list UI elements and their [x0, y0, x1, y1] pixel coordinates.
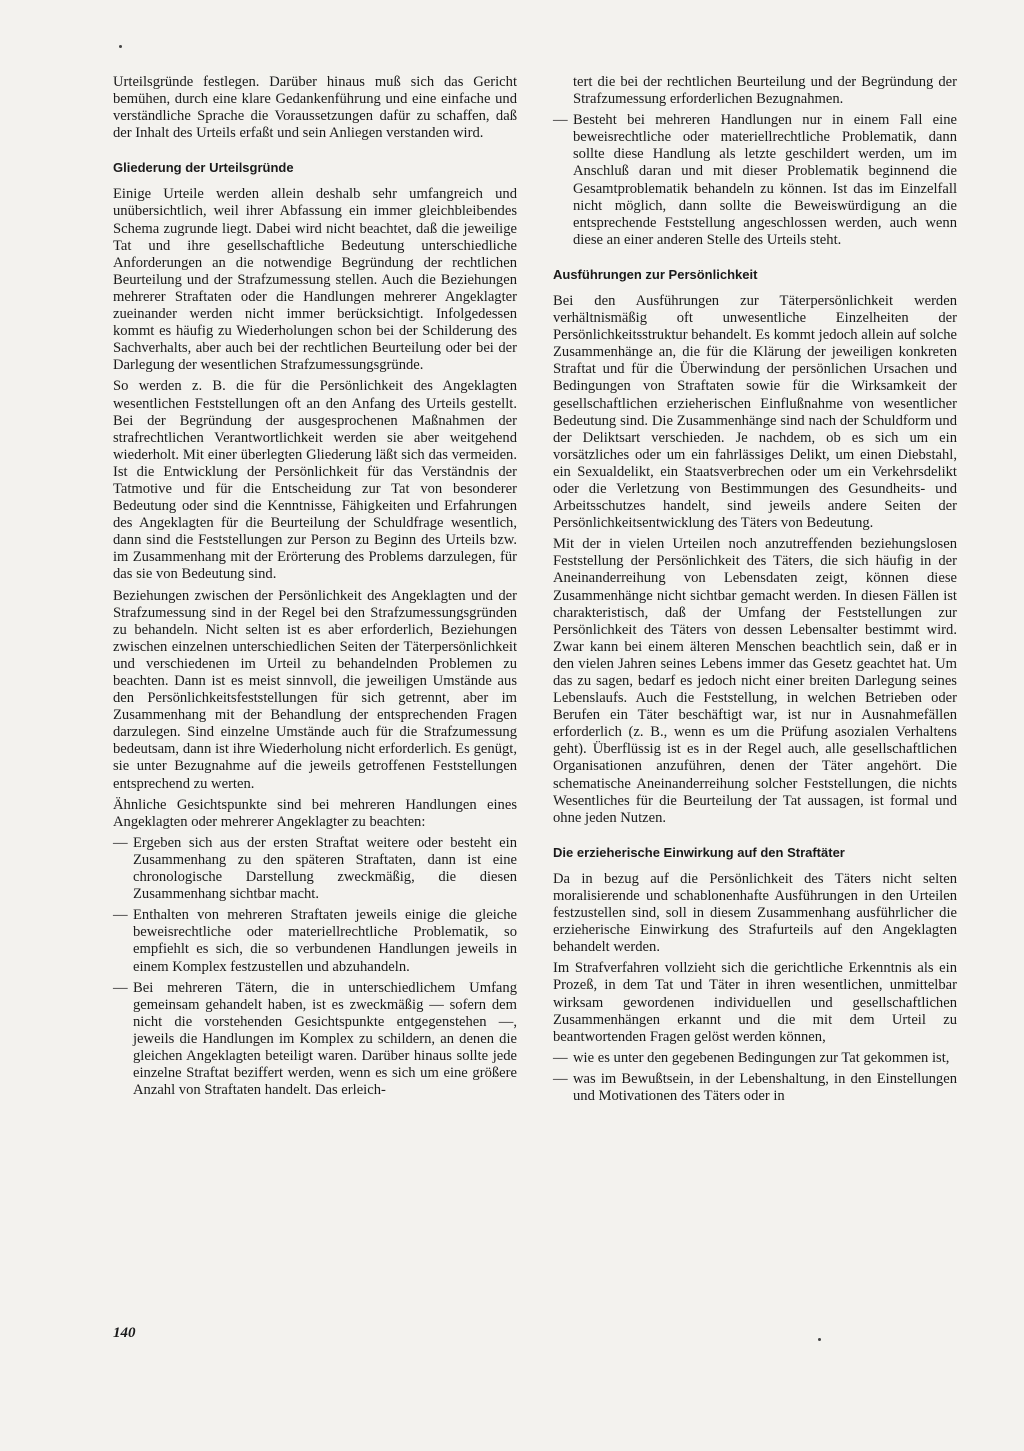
list-item: — Besteht bei mehreren Handlungen nur in einem Fall eine beweisrechtliche oder materiellrechtliche Problematik, dann sollte diese Handlung als letzte geschildert werden, um im Anschluß daran und mit dieser Problematik beginnend die Gesamtproblematik behandeln zu können. Ist das im Einzelfall nicht möglich, dann sollte die Beweiswürdigung an die entsprechende Feststellung angeschlossen werden, auch wenn diese an einer anderen Stelle des Urteils steht.: [553, 112, 957, 249]
paragraph: Urteilsgründe festlegen. Darüber hinaus muß sich das Gericht bemühen, durch eine klare Gedankenführung und eine einfache und verständliche Sprache die Voraussetzungen dafür zu schaffen, daß der Inhalt des Urteils erfaßt und sein Anliegen verstanden wird.: [113, 74, 517, 142]
section-heading: Gliederung der Urteilsgründe: [113, 160, 294, 176]
paragraph: Im Strafverfahren vollzieht sich die gerichtliche Erkenntnis als ein Prozeß, in dem Tat und Täter in ihren wesentlichen, unmittelbar wirksam gewordenen individuellen und gesellschaftlichen Zusammenhängen erkannt und die mit dem Urteil zu beantwortenden Fragen gelöst werden können,: [553, 960, 957, 1045]
paragraph: Mit der in vielen Urteilen noch anzutreffenden beziehungslosen Feststellung der Persönlichkeit des Täters, die sich häufig in der Aneinanderreihung von Lebensdaten zeigt, können diese Zusammenhänge nicht sichtbar gemacht werden. In diesen Fällen ist charakteristisch, daß der Umfang der Feststellungen zur Persönlichkeit des Täters von dessen Lebensalter bestimmt wird. Zwar kann bei einem älteren Menschen beachtlich sein, daß er in den vielen Jahren seines Lebens immer das Gesetz geachtet hat. Um das zu sagen, bedarf es jedoch nicht einer breiten Darlegung seines Lebenslaufs. Auch die Feststellung, in welchen Betrieben oder Berufen ein Täter beschäftigt war, ist nur in Ausnahmefällen erforderlich (z. B., wenn es um die Prüfung asozialen Verhaltens geht). Überflüssig ist es in der Regel auch, alle gesellschaftlichen Organisationen anzuführen, denen der Täter angehört. Die schematische Aneinanderreihung solcher Feststellungen, die nichts Wesentliches für die Beurteilung der Tat aussagen, ist formal und ohne jeden Nutzen.: [553, 536, 957, 826]
list-item: — wie es unter den gegebenen Bedingungen zur Tat gekommen ist,: [553, 1050, 957, 1067]
paragraph: Ähnliche Gesichtspunkte sind bei mehreren Handlungen eines Angeklagten oder mehrerer Angeklagter zu beachten:: [113, 796, 517, 830]
dash-list: [553, 1050, 957, 1105]
paragraph: Da in bezug auf die Persönlichkeit des Täters nicht selten moralisierende und schablonenhafte Ausführungen in den Urteilen festzustellen sind, soll in diesem Zusammenhang ausführlicher die erzieherische Einwirkung des Strafurteils auf den Angeklagten behandelt werden.: [553, 870, 957, 956]
paragraph: So werden z. B. die für die Persönlichkeit des Angeklagten wesentlichen Feststellungen oft an den Anfang des Urteils gestellt. Bei der Begründung der ausgesprochenen Maßnahmen der strafrechtlichen Verantwortlichkeit werden sie aber weitgehend wiederholt. Mit einer überlegten Gliederung läßt sich das vermeiden. Ist die Entwicklung der Persönlichkeit für das Verständnis der Tatmotive und für die Entscheidung zur Tat von besonderer Bedeutung oder sind die Kenntnisse, Fähigkeiten und Erfahrungen des Angeklagten für die Beurteilung der Schuldfrage wesentlich, dann sind die Feststellungen zur Person zu Beginn des Urteils bzw. im Zusammenhang mit der Erörterung des Problems darzulegen, für das sie von Bedeutung sind.: [113, 378, 517, 583]
right-column: [553, 74, 957, 1109]
list-item: — Ergeben sich aus der ersten Straftat weitere oder besteht ein Zusammenhang zu den späteren Straftaten, dann ist eine chronologische Darstellung zweckmäßig, die diesen Zusammenhang sichtbar macht.: [113, 835, 517, 903]
paragraph: Beziehungen zwischen der Persönlichkeit des Angeklagten und der Strafzumessung sind in der Regel bei den Strafzumessungsgründen zu behandeln. Nicht selten ist es aber erforderlich, Beziehungen zwischen einzelnen unterschiedlichen Seiten der Täterpersönlichkeit und verschiedenen im Urteil zu behandelnden Problemen zu beachten. Dann ist es meist sinnvoll, die jeweiligen Umstände aus den Persönlichkeitsfeststellungen für sich getrennt, aber im Zusammenhang mit der Behandlung der entsprechenden Fragen darzulegen. Sind einzelne Umstände auch für die Strafzumessung bedeutsam, dann ist ihre Wiederholung nicht erforderlich. Es genügt, sie unter Bezugnahme auf die jeweils getroffenen Feststellungen entsprechend zu werten.: [113, 587, 517, 792]
dash-list: [113, 835, 517, 1099]
list-item: — Bei mehreren Tätern, die in unterschiedlichem Umfang gemeinsam gehandelt haben, ist es zweckmäßig — sofern dem nicht die vorstehenden Gesichtspunkte entgegenstehen —, jeweils die Handlungen im Komplex zu schildern, an denen die gleichen Angeklagten beteiligt waren. Darüber hinaus sollte jede einzelne Straftat beziffert werden, wenn es sich um eine größere Anzahl von Straftaten handelt. Das erleich-: [113, 980, 517, 1100]
list-item: — was im Bewußtsein, in der Lebenshaltung, in den Einstellungen und Motivationen des Täters oder in: [553, 1071, 957, 1105]
paragraph: Bei den Ausführungen zur Täterpersönlichkeit werden verhältnismäßig oft unwesentliche Einzelheiten der Persönlichkeitsstruktur behandelt. Es kommt jedoch allein auf solche Zusammenhänge an, die für die Klärung der jeweiligen konkreten Straftat und für die Überwindung der persönlichen Ursachen und Bedingungen von Straftaten sowie für die Wirksamkeit der gesellschaftlichen erzieherischen Einflußnahme von wesentlicher Bedeutung sind. Die Zusammenhänge sind nach der Schuldform und der Deliktsart verschieden. Je nachdem, ob es sich um ein vorsätzliches oder um ein fahrlässiges Delikt, um einen Diebstahl, ein Sexualdelikt, ein Staatsverbrechen oder um ein Verkehrsdelikt oder die Verletzung von Bestimmungen des Gesundheits- und Arbeitsschutzes handelt, sind jeweils andere Seiten der Persönlichkeitsentwicklung des Täters von Bedeutung.: [553, 292, 957, 532]
section-heading: Ausführungen zur Persönlichkeit: [553, 266, 758, 282]
section-heading: Die erzieherische Einwirkung auf den Straftäter: [553, 844, 845, 860]
list-item-continuation: tert die bei der rechtlichen Beurteilung und der Begründung der Strafzumessung erforderlichen Bezugnahmen.: [573, 74, 957, 108]
list-item: — Enthalten von mehreren Straftaten jeweils einige die gleiche beweisrechtliche oder materiellrechtliche Problematik, so empfiehlt es sich, die so verbundenen Handlungen jeweils in einem Komplex festzustellen und abzuhandeln.: [113, 907, 517, 975]
page-number: 140: [113, 1325, 136, 1341]
left-column: [113, 74, 517, 1103]
dash-list: [553, 112, 957, 249]
print-speck: [119, 45, 122, 48]
paragraph: Einige Urteile werden allein deshalb sehr umfangreich und unübersichtlich, weil ihrer Abfassung ein immer gleichbleibendes Schema zugrunde liegt. Dabei wird nicht beachtet, daß die jeweilige Tat und ihre gesellschaftliche Bedeutung unterschiedliche Anforderungen an die notwendige Begründung der rechtlichen Beurteilung und der Strafzumessung stellen. Auch die Beziehungen mehrerer Straftaten oder die Handlungen mehrerer Angeklagter zueinander werden nicht immer berücksichtigt. Infolgedessen kommt es häufig zu Wiederholungen schon bei der Schilderung des Sachverhalts, aber auch bei der rechtlichen Beurteilung oder bei der Darlegung der wesentlichen Strafzumessungsgründe.: [113, 186, 517, 374]
print-speck: [818, 1338, 821, 1341]
